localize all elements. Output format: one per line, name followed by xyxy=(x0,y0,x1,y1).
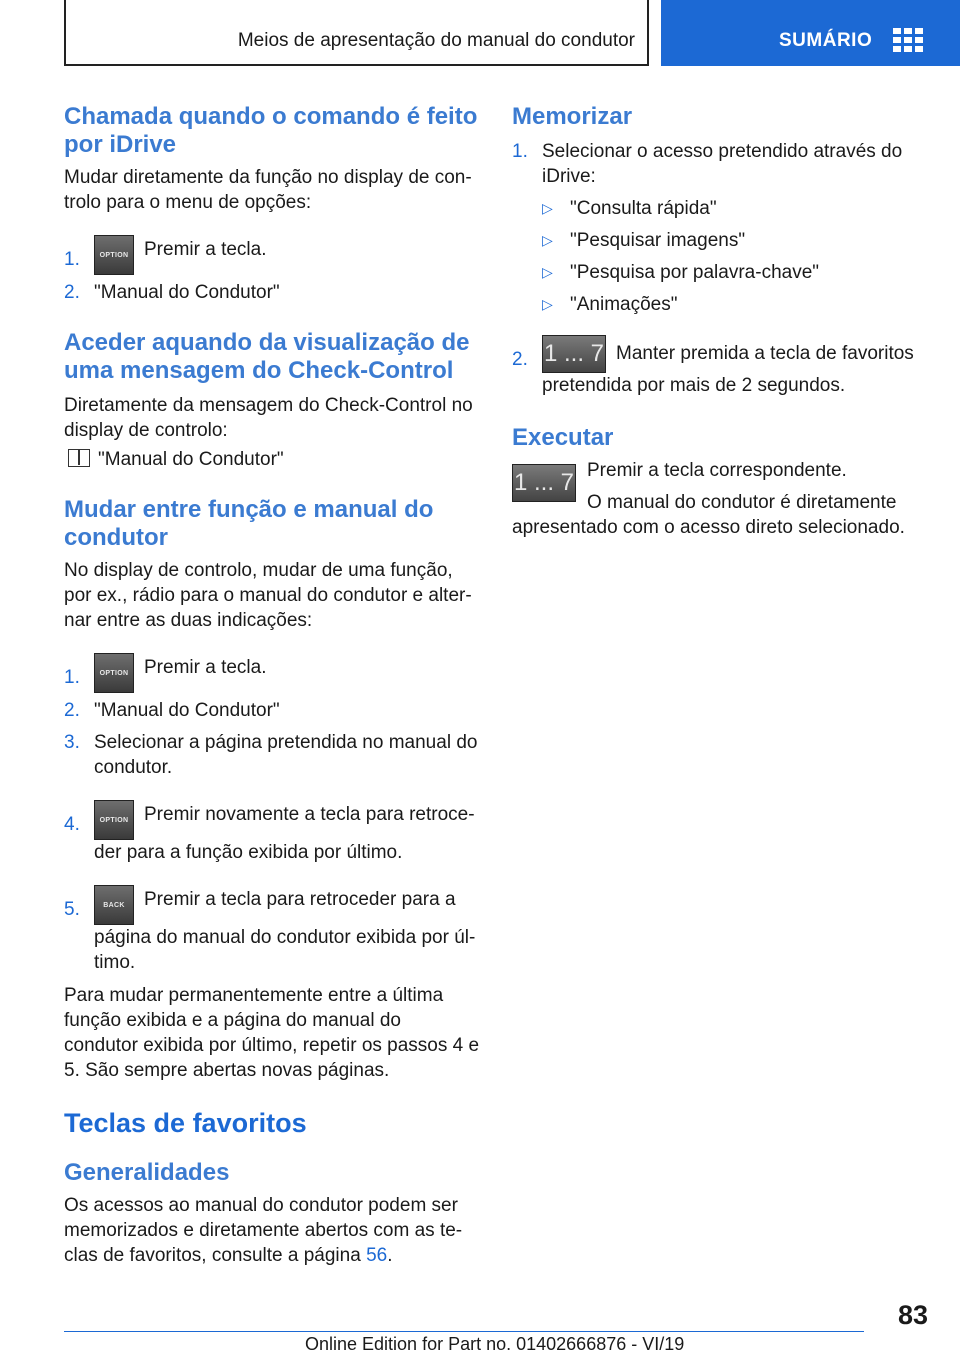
switch-outro: Para mudar permanentemente entre a última função exibida e a página do manual do condutor exibida por último, repetir os passos 4 e 5. São sempre abertas novas páginas. xyxy=(64,985,480,1081)
option-text: "Consulta rápida" xyxy=(570,198,717,219)
subheading-general: Generalidades xyxy=(64,1159,230,1186)
footer-divider xyxy=(64,1331,864,1332)
page-number: 83 xyxy=(897,1300,928,1330)
manual-item-text: "Manual do Condutor" xyxy=(98,449,284,470)
section-intro-idrive: Mudar diretamente da função no display de con- trolo para o menu de opções: xyxy=(64,167,472,213)
step-number: 2. xyxy=(64,700,80,721)
step-item xyxy=(512,139,922,189)
chapter-title: Meios de apresentação do manual do condutor xyxy=(237,30,635,51)
triangle-bullet-icon: ▷ xyxy=(542,296,553,312)
execute-block xyxy=(512,458,922,540)
step-text: Manter premida a tecla de favoritos pretendida por mais de 2 segundos. xyxy=(542,343,914,396)
step-item xyxy=(64,885,480,975)
step-text: "Manual do Condutor" xyxy=(94,282,280,303)
option-text: "Animações" xyxy=(570,294,678,315)
execute-line2: O manual do condutor é diretamente apresentado com o acesso direto selecionado. xyxy=(512,492,905,538)
favorites-key-icon: 1 ... 7 xyxy=(542,335,606,373)
section-heading-idrive: Chamada quando o comando é feito por iDrive xyxy=(64,103,478,158)
step-item xyxy=(64,235,480,275)
triangle-bullet-icon: ▷ xyxy=(542,200,553,216)
left-column xyxy=(64,100,480,1268)
step-text: Selecionar o acesso pretendido através do iDrive: xyxy=(542,141,903,187)
option-key-icon: OPTION xyxy=(94,800,134,840)
manual-item xyxy=(64,447,480,472)
step-number: 2. xyxy=(64,282,80,303)
header-title-box xyxy=(64,0,649,66)
step-text: Premir a tecla. xyxy=(144,239,267,260)
step-text: Premir a tecla. xyxy=(144,657,267,678)
toc-button[interactable] xyxy=(661,0,960,66)
option-key-icon: OPTION xyxy=(94,235,134,275)
option-item xyxy=(512,260,922,285)
favorites-key-icon: 1 ... 7 xyxy=(512,464,576,502)
option-item xyxy=(512,196,922,221)
right-column xyxy=(512,100,922,540)
general-text-end: . xyxy=(387,1245,393,1266)
option-text: "Pesquisar imagens" xyxy=(570,230,746,251)
step-item xyxy=(64,800,480,865)
step-text: Premir a tecla para retroceder para a página do manual do condutor exibida por úl- timo. xyxy=(94,889,476,973)
grid-icon xyxy=(893,28,923,52)
section-heading-memorize: Memorizar xyxy=(512,103,633,130)
section-intro-check-control: Diretamente da mensagem do Check-Control no display de controlo: xyxy=(64,395,473,441)
section-heading-execute: Executar xyxy=(512,424,614,451)
step-item xyxy=(64,730,480,780)
step-number: 5. xyxy=(64,899,80,920)
step-item xyxy=(512,335,922,398)
execute-line1: Premir a tecla correspondente. xyxy=(587,460,847,481)
section-heading-favorites: Teclas de favoritos xyxy=(64,1108,307,1138)
option-key-icon: OPTION xyxy=(94,653,134,693)
section-intro-switch: No display de controlo, mudar de uma função, por ex., rádio para o manual do condutor e alter- nar entre as duas indicações: xyxy=(64,560,472,631)
book-icon xyxy=(68,449,90,467)
section-heading-switch: Mudar entre função e manual do condutor xyxy=(64,496,434,551)
step-number: 1. xyxy=(64,249,80,270)
back-key-icon: BACK xyxy=(94,885,134,925)
option-item xyxy=(512,228,922,253)
step-number: 3. xyxy=(64,732,80,753)
step-item xyxy=(64,280,480,305)
triangle-bullet-icon: ▷ xyxy=(542,232,553,248)
step-number: 1. xyxy=(512,141,528,162)
step-text: Premir novamente a tecla para retroce- der para a função exibida por último. xyxy=(94,804,475,863)
step-number: 4. xyxy=(64,814,80,835)
section-heading-check-control: Aceder aquando da visualização de uma mensagem do Check-Control xyxy=(64,329,470,384)
toc-label: SUMÁRIO xyxy=(779,30,873,51)
option-item xyxy=(512,292,922,317)
step-item xyxy=(64,653,480,693)
step-item xyxy=(64,698,480,723)
footer-edition: Online Edition for Part no. 01402666876 - VI/19 xyxy=(305,1334,685,1354)
step-number: 2. xyxy=(512,349,528,370)
general-text-body: Os acessos ao manual do condutor podem ser memorizados e diretamente abertos com as te- clas de favoritos, consulte a página xyxy=(64,1195,463,1266)
triangle-bullet-icon: ▷ xyxy=(542,264,553,280)
general-text xyxy=(64,1193,480,1268)
option-text: "Pesquisa por palavra-chave" xyxy=(570,262,820,283)
step-text: "Manual do Condutor" xyxy=(94,700,280,721)
step-text: Selecionar a página pretendida no manual do condutor. xyxy=(94,732,478,778)
step-number: 1. xyxy=(64,667,80,688)
page-link[interactable]: 56 xyxy=(366,1245,388,1266)
